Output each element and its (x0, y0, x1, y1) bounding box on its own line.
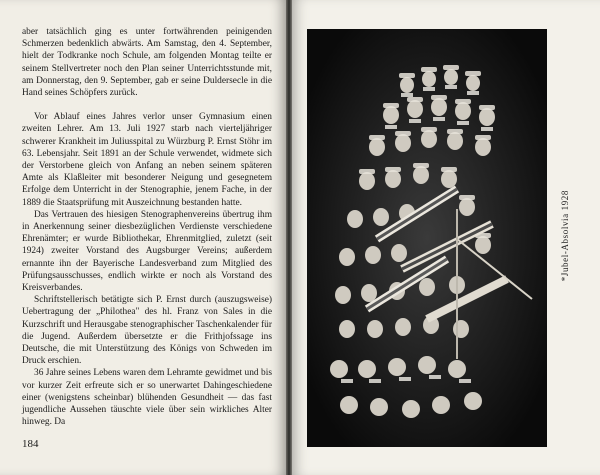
group-photograph-drawing (307, 29, 547, 447)
paragraph-3: Das Vertrauen des hiesigen Stenographenvereins übertrug ihm in Anerkennung seiner diesbezüglichen Verdienste verschiedene Ehrenämter; er wurde Bibliothekar, Ehrenmitglied, zuletzt (seit 1924) zweiter Vorstand des Augsburger Vereins; außerdem ernannte ihn der Bayerische Landesverband zum Mitglied des Prüfungsausschusses, endlich wirkte er noch als Vorstand des Kreisverbandes. (22, 209, 272, 294)
left-page (0, 0, 286, 475)
paragraph-1: aber tatsächlich ging es unter fortwährenden peinigenden Schmerzen bedenklich abwärts. Am Samstag, den 4. September, hielt der Todkranke noch Schule, am folgenden Montag teilte er seinem Stellvertreter noch den Plan seiner Unterrichtsstunde mit, am Donnerstag, den 9. September, gab er seine Duldersecle in die Hand seines Schöpfers zurück. (22, 27, 272, 99)
paragraph-2: Vor Ablauf eines Jahres verlor unser Gymnasium einen zweiten Lehrer. Am 13. Juli 1927 starb nach vierteljähriger schwerer Krankheit im Juliusspital zu Würzburg P. Ernst Stöhr im 63. Lebensjahr. Seit 1891 an der Schule verwendet, widmete sich der Verstorbene gleich von Anfang an neben seinem späteren Amte als Klaßleiter mit besonderer Neigung und gesegnetem Erfolge dem Unterricht in der Stenographie, jenem Fache, in der 1889 die Staatsprüfung mit Auszeichnung bestanden hatte. (22, 112, 272, 208)
paragraph-5: 36 Jahre seines Lebens waren dem Lehramte gewidmet und bis vor kurzer Zeit erfreute sich er so unerwartet Dahingeschiedene einer (wenigstens scheinbar) blühenden Gesundheit — das fast jugendliche Aussehen täuschte viele über sein wirkliches Alter hinweg. Da (22, 368, 272, 428)
text-column (22, 26, 272, 429)
page-number: 184 (22, 438, 39, 450)
paragraph-4: Schriftstellerisch betätigte sich P. Ernst durch (auszugsweise) Uebertragung der „Philothea" des hl. Franz von Sales in die Kurzschrift und Herausgabe stenographischer Taschenkalender für die Jugend. Außerdem übersetzte er die Frithjofssage ins Deutsche, die mit Unterstützung des Königs von Schweden im Druck erschien. (22, 295, 272, 367)
photo-caption: *Jubel-Absolvia 1928 (560, 190, 570, 282)
right-page (292, 0, 600, 475)
group-photograph (307, 29, 547, 447)
